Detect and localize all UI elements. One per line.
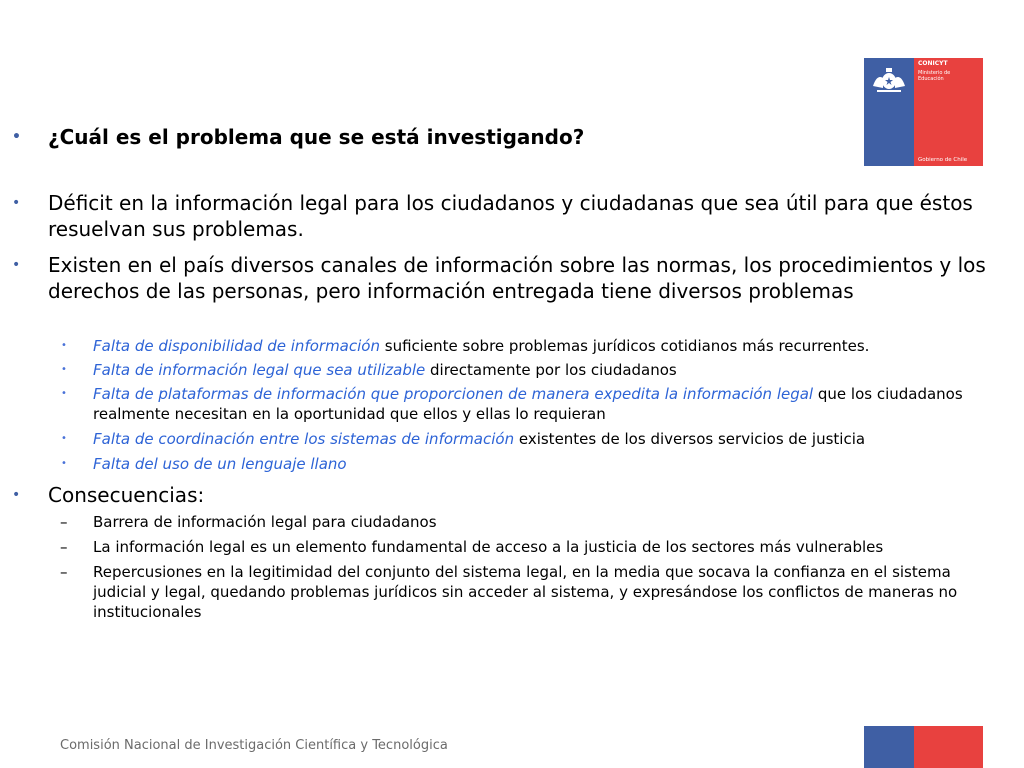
footer-flag-red [914, 726, 983, 768]
logo-government: Gobierno de Chile [918, 157, 968, 163]
bullet-dot: • [12, 257, 21, 273]
bullet-dot: • [61, 340, 67, 351]
bullet-deficit: • Déficit en la información legal para los ciudadanos y ciudadanas que sea útil para que éstos resuelvan sus problemas. [12, 191, 973, 241]
bullet-dot: • [61, 388, 67, 399]
footer-text: Comisión Nacional de Investigación Científica y Tecnológica [60, 738, 448, 753]
bullet-consequences: • Consecuencias: [12, 483, 205, 507]
logo-ministry: Ministerio de Educación [918, 70, 951, 82]
list-item: • Falta de información legal que sea utilizable directamente por los ciudadanos [61, 361, 677, 379]
logo-brand: CONICYT [918, 60, 948, 67]
list-item: • Falta de plataformas de información que proporcionen de manera expedita la información legal que los ciudadanos realmente necesitan en la oportunidad que ellos y ellas lo requieran [61, 385, 963, 423]
footer-flag [864, 726, 983, 768]
bullet-dot: • [12, 487, 21, 503]
bullet-dot: • [61, 364, 67, 375]
dash-marker: – [60, 563, 68, 581]
bullet-dot: • [61, 433, 67, 444]
list-item: – Barrera de información legal para ciudadanos [60, 513, 437, 531]
bullet-dot: • [12, 129, 21, 145]
list-item: – La información legal es un elemento fundamental de acceso a la justicia de los sectores más vulnerables [60, 538, 884, 556]
dash-marker: – [60, 538, 68, 556]
bullet-question: • ¿Cuál es el problema que se está investigando? [12, 125, 585, 149]
bullet-dot: • [12, 195, 21, 211]
dash-marker: – [60, 513, 68, 531]
list-item: • Falta del uso de un lenguaje llano [61, 455, 347, 473]
bullet-dot: • [61, 458, 67, 469]
bullet-channels: • Existen en el país diversos canales de información sobre las normas, los procedimientos y los derechos de las personas, pero información entregada tiene diversos problemas [12, 253, 986, 303]
list-item: • Falta de coordinación entre los sistemas de información existentes de los diversos servicios de justicia [61, 430, 866, 448]
list-item: – Repercusiones en la legitimidad del conjunto del sistema legal, en la media que socava la confianza en el sistema judicial y legal, quedando problemas jurídicos sin acceder al sistema, y expresándose los conflictos de maneras no institucionales [60, 563, 958, 621]
chile-coat-of-arms-icon [869, 64, 909, 94]
footer-flag-blue [864, 726, 914, 768]
list-item: • Falta de disponibilidad de información suficiente sobre problemas jurídicos cotidianos más recurrentes. [61, 337, 870, 355]
